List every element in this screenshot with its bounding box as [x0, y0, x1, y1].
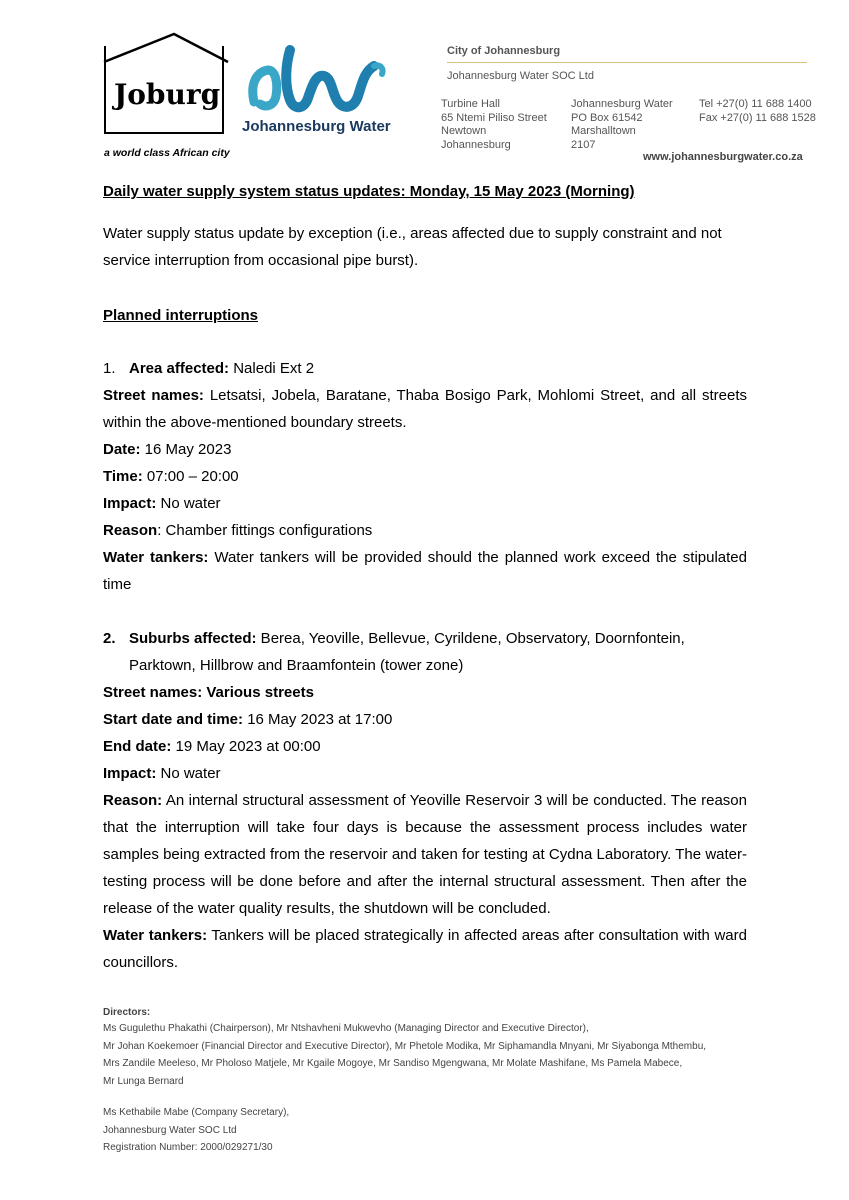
johannesburg-water-logo — [242, 44, 392, 134]
joburg-logo-text: Joburg — [114, 78, 221, 111]
label: Area affected: — [129, 360, 230, 377]
label: Date: — [103, 441, 141, 458]
joburg-tagline: a world class African city — [104, 147, 230, 159]
address-line: PO Box 61542 — [571, 111, 643, 124]
registration-number: Registration Number: 2000/029271/30 — [103, 1142, 273, 1153]
water-wave-icon — [246, 44, 388, 116]
item-number: 1. — [103, 360, 116, 377]
label: Reason: — [103, 792, 163, 809]
label: Water tankers: — [103, 549, 209, 566]
value: No water — [156, 765, 221, 782]
item1-streets — [103, 382, 747, 436]
directors-line: Ms Gugulethu Phakathi (Chairperson), Mr Ntshavheni Mukwevho (Managing Director and Executive Director), — [103, 1023, 589, 1034]
company-name-footer: Johannesburg Water SOC Ltd — [103, 1124, 237, 1136]
value: No water — [156, 495, 221, 512]
address-line: Marshalltown — [571, 125, 636, 137]
document-title: Daily water supply system status updates: Monday, 15 May 2023 (Morning) — [103, 183, 635, 200]
postal-address — [571, 98, 673, 152]
value: Berea, Yeoville, Bellevue, Cyrildene, Observatory, Doornfontein, — [256, 630, 685, 647]
value: Tankers will be placed strategically in affected areas after consultation with ward councillors. — [103, 927, 747, 971]
directors-line: Mr Lunga Bernard — [103, 1075, 184, 1087]
value: 16 May 2023 — [140, 441, 232, 458]
value: 16 May 2023 at 17:00 — [243, 711, 393, 728]
directors-heading: Directors: — [103, 1007, 151, 1018]
physical-address — [441, 98, 547, 152]
value: Water tankers will be provided should the planned work exceed the stipulated time — [103, 549, 747, 593]
item2-end — [103, 733, 747, 760]
label: Street names: — [103, 387, 204, 404]
label: End date: — [103, 738, 172, 755]
item1-impact — [103, 490, 747, 517]
item1-date — [103, 436, 747, 463]
item-number: 2. — [103, 630, 116, 647]
item2-reason — [103, 787, 747, 922]
section-heading: Planned interruptions — [103, 307, 259, 324]
value: 19 May 2023 at 00:00 — [171, 738, 321, 755]
item1-tankers — [103, 544, 747, 598]
label: Impact: — [103, 765, 157, 782]
value: Naledi Ext 2 — [229, 360, 315, 377]
contact-numbers — [699, 98, 816, 125]
telephone: Tel +27(0) 11 688 1400 — [699, 98, 812, 110]
fax: Fax +27(0) 11 688 1528 — [699, 111, 816, 124]
directors-line: Mrs Zandile Meeleso, Mr Pholoso Matjele, Mr Kgaile Mogoye, Mr Sandiso Mgengwana, Mr Molate Mashifane, Ms Pamela Mabece, — [103, 1058, 683, 1069]
label: Water tankers: — [103, 927, 208, 944]
address-line: Turbine Hall — [441, 98, 500, 110]
label: Reason — [103, 522, 158, 539]
label: Suburbs affected: — [129, 630, 257, 647]
address-line: 2107 — [571, 138, 596, 151]
value: 07:00 – 20:00 — [142, 468, 239, 485]
item2-suburbs-cont: Parktown, Hillbrow and Braamfontein (tower zone) — [129, 657, 464, 674]
letterhead-divider — [447, 62, 807, 63]
directors-list — [103, 1020, 743, 1090]
city-name: City of Johannesburg — [447, 45, 561, 57]
address-line: 65 Ntemi Piliso Street — [441, 111, 547, 124]
value: Letsatsi, Jobela, Baratane, Thaba Bosigo Park, Mohlomi Street, and all streets within the above-mentioned boundary streets. — [103, 387, 747, 431]
value: : Chamber fittings configurations — [157, 522, 373, 539]
intro-paragraph: Water supply status update by exception (i.e., areas affected due to supply constraint and not service interruption from occasional pipe burst). — [103, 225, 722, 269]
item2-start — [103, 706, 747, 733]
value: An internal structural assessment of Yeoville Reservoir 3 will be conducted. The reason that the interruption will take four days is because the assessment process includes water samples being extracted from the reservoir and taken for testing at Cydna Laboratory. The water-testing process will be done before and after the internal structural assessment. Then after the release of the water quality results, the shutdown will be concluded. — [103, 792, 747, 917]
item1-time — [103, 463, 747, 490]
label: Start date and time: — [103, 711, 244, 728]
item1-reason — [103, 517, 747, 544]
item2-streets — [103, 679, 747, 706]
company-secretary: Ms Kethabile Mabe (Company Secretary), — [103, 1107, 290, 1118]
jw-logo-text: Johannesburg Water — [242, 118, 391, 135]
address-line: Newtown — [441, 125, 487, 137]
joburg-logo — [104, 46, 224, 134]
address-line: Johannesburg — [441, 138, 511, 151]
item2-impact — [103, 760, 747, 787]
item1-area — [103, 355, 747, 382]
address-line: Johannesburg Water — [571, 98, 673, 110]
item2-suburbs — [103, 625, 747, 652]
label: Impact: — [103, 495, 157, 512]
item2-tankers — [103, 922, 747, 976]
website: www.johannesburgwater.co.za — [643, 151, 803, 163]
joburg-logo-roof-icon — [104, 32, 228, 62]
label: Time: — [103, 468, 143, 485]
directors-line: Mr Johan Koekemoer (Financial Director and Executive Director), Mr Phetole Modika, Mr Siphamandla Mnyani, Mr Siyabonga Mthembu, — [103, 1040, 707, 1052]
interruptions-list — [103, 355, 747, 976]
company-name: Johannesburg Water SOC Ltd — [447, 70, 594, 82]
label: Street names: Various streets — [103, 684, 314, 701]
company-details — [103, 1104, 289, 1157]
